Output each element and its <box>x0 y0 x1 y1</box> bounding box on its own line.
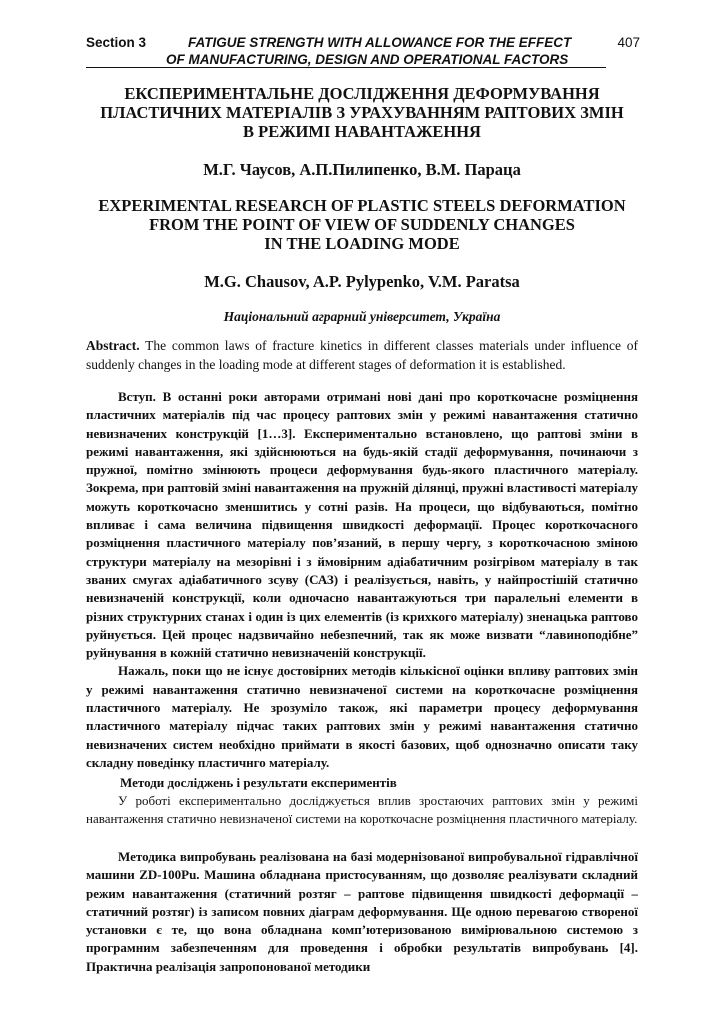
methods-heading: Методи досліджень і результати експериментів <box>120 775 397 790</box>
authors-english: M.G. Chausov, A.P. Pylypenko, V.M. Paratsa <box>204 272 520 291</box>
header-title-line1: FATIGUE STRENGTH WITH ALLOWANCE FOR THE EFFECT <box>188 35 572 50</box>
methods-paragraph-2 <box>86 848 638 976</box>
methods-text-2: Методика випробувань реалізована на базі модернізованої випробувальної гідравлічної машини ZD-100Pu. Машина обладнана пристосуванням, що дозволяє реалізувати складний режим навантаження (статичний розтяг – раптове підвищення швидкості деформації – статичний розтяг) із записом повних діаграм деформування. Ще одною перевагою створеної установки є те, що вона обладнана комп’ютеризованою вимірювальною системою з програмним забезпеченням для проведення і обробки результатів випробувань [4]. Практична реалізація запропонованої методики <box>86 849 638 974</box>
header-rule <box>86 67 606 68</box>
title-uk-line2: ПЛАСТИЧНИХ МАТЕРІАЛІВ З УРАХУВАННЯМ РАПТОВИХ ЗМІН <box>100 103 624 122</box>
title-english <box>60 196 664 253</box>
title-en-line2: FROM THE POINT OF VIEW OF SUDDENLY CHANGES <box>149 215 575 234</box>
intro-paragraph-1 <box>86 388 638 662</box>
running-header <box>86 34 642 68</box>
authors-ukrainian: М.Г. Чаусов, А.П.Пилипенко, В.М. Параца <box>203 160 521 179</box>
abstract-label: Abstract. <box>86 338 140 353</box>
section-label: Section 3 <box>86 35 147 50</box>
title-en-line3: IN THE LOADING MODE <box>264 234 460 253</box>
intro-label: Вступ. <box>118 389 156 404</box>
title-uk-line1: ЕКСПЕРИМЕНТАЛЬНЕ ДОСЛІДЖЕННЯ ДЕФОРМУВАННЯ <box>124 84 600 103</box>
title-ukrainian <box>60 84 664 141</box>
abstract <box>86 337 638 374</box>
intro-text-1: В останні роки авторами отримані нові дані про короткочасне розміцнення пластичних матеріалів під час процесу раптових змін у режимі навантаження статично невизначених конструкцій [1…3]. Експериментально встановлено, що раптові зміни в режимі навантаження, які здійснюються на будь-якій стадії деформування, починаючи з пружної, помітно змінюють процеси деформування будь-якого пластичного матеріалу. Зокрема, при раптовій зміні навантаження на пружній ділянці, пружні властивості матеріалу можуть короткочасно зменшитись у сотні разів. На процеси, що відбуваються, помітно впливає і сама величина підвищення швидкості деформації. Процес короткочасного розміцнення пластичного матеріалу пов’язаний, в першу чергу, з короткочасною зміною структури матеріалу на мезорівні і з ймовірним адіабатичним розігрівом матеріалу в так званих смугах адіабатичного зсуву (САЗ) і реалізується, навіть, у найпростішій статично невизначеній конструкції, коли одночасно навантажуються три паралельні елементи в різних структурних станах і один із цих елементів (із крихкого матеріалу) зненацька раптово руйнується. Цей процес надзвичайно небезпечний, так як може визвати “лавиноподібне” руйнування в кожній статично невизначеній конструкції. <box>86 389 638 661</box>
affiliation: Національний аграрний університет, Україна <box>223 309 501 324</box>
title-uk-line3: В РЕЖИМІ НАВАНТАЖЕННЯ <box>243 122 481 141</box>
introduction <box>86 388 638 772</box>
header-title-line2: OF MANUFACTURING, DESIGN AND OPERATIONAL FACTORS <box>166 52 569 67</box>
abstract-text: The common laws of fracture kinetics in different classes materials under influence of suddenly changes in the loading mode at different stages of deformation it is established. <box>86 338 638 372</box>
intro-paragraph-2: Нажаль, поки що не існує достовірних методів кількісної оцінки впливу раптових змін у режимі навантаження статично невизначеної системи на короткочасне розміцнення пластичного матеріалу. Не зрозуміло також, які параметри процесу деформування пластичного матеріалу підчас таких раптових змін у режимі навантаження статично невизначених систем необхідно приймати в якості базових, щоб однозначно описати таку складну поведінку пластичнго матеріалу. <box>86 663 638 770</box>
methods-text-1: У роботі експериментально досліджується вплив зростаючих раптових змін у режимі навантаження статично невизначеної системи на короткочасне розміцнення пластичного матеріалу. <box>86 793 638 827</box>
title-en-line1: EXPERIMENTAL RESEARCH OF PLASTIC STEELS DEFORMATION <box>98 196 626 215</box>
methods-paragraph-1 <box>86 792 638 829</box>
page-number: 407 <box>617 35 640 50</box>
